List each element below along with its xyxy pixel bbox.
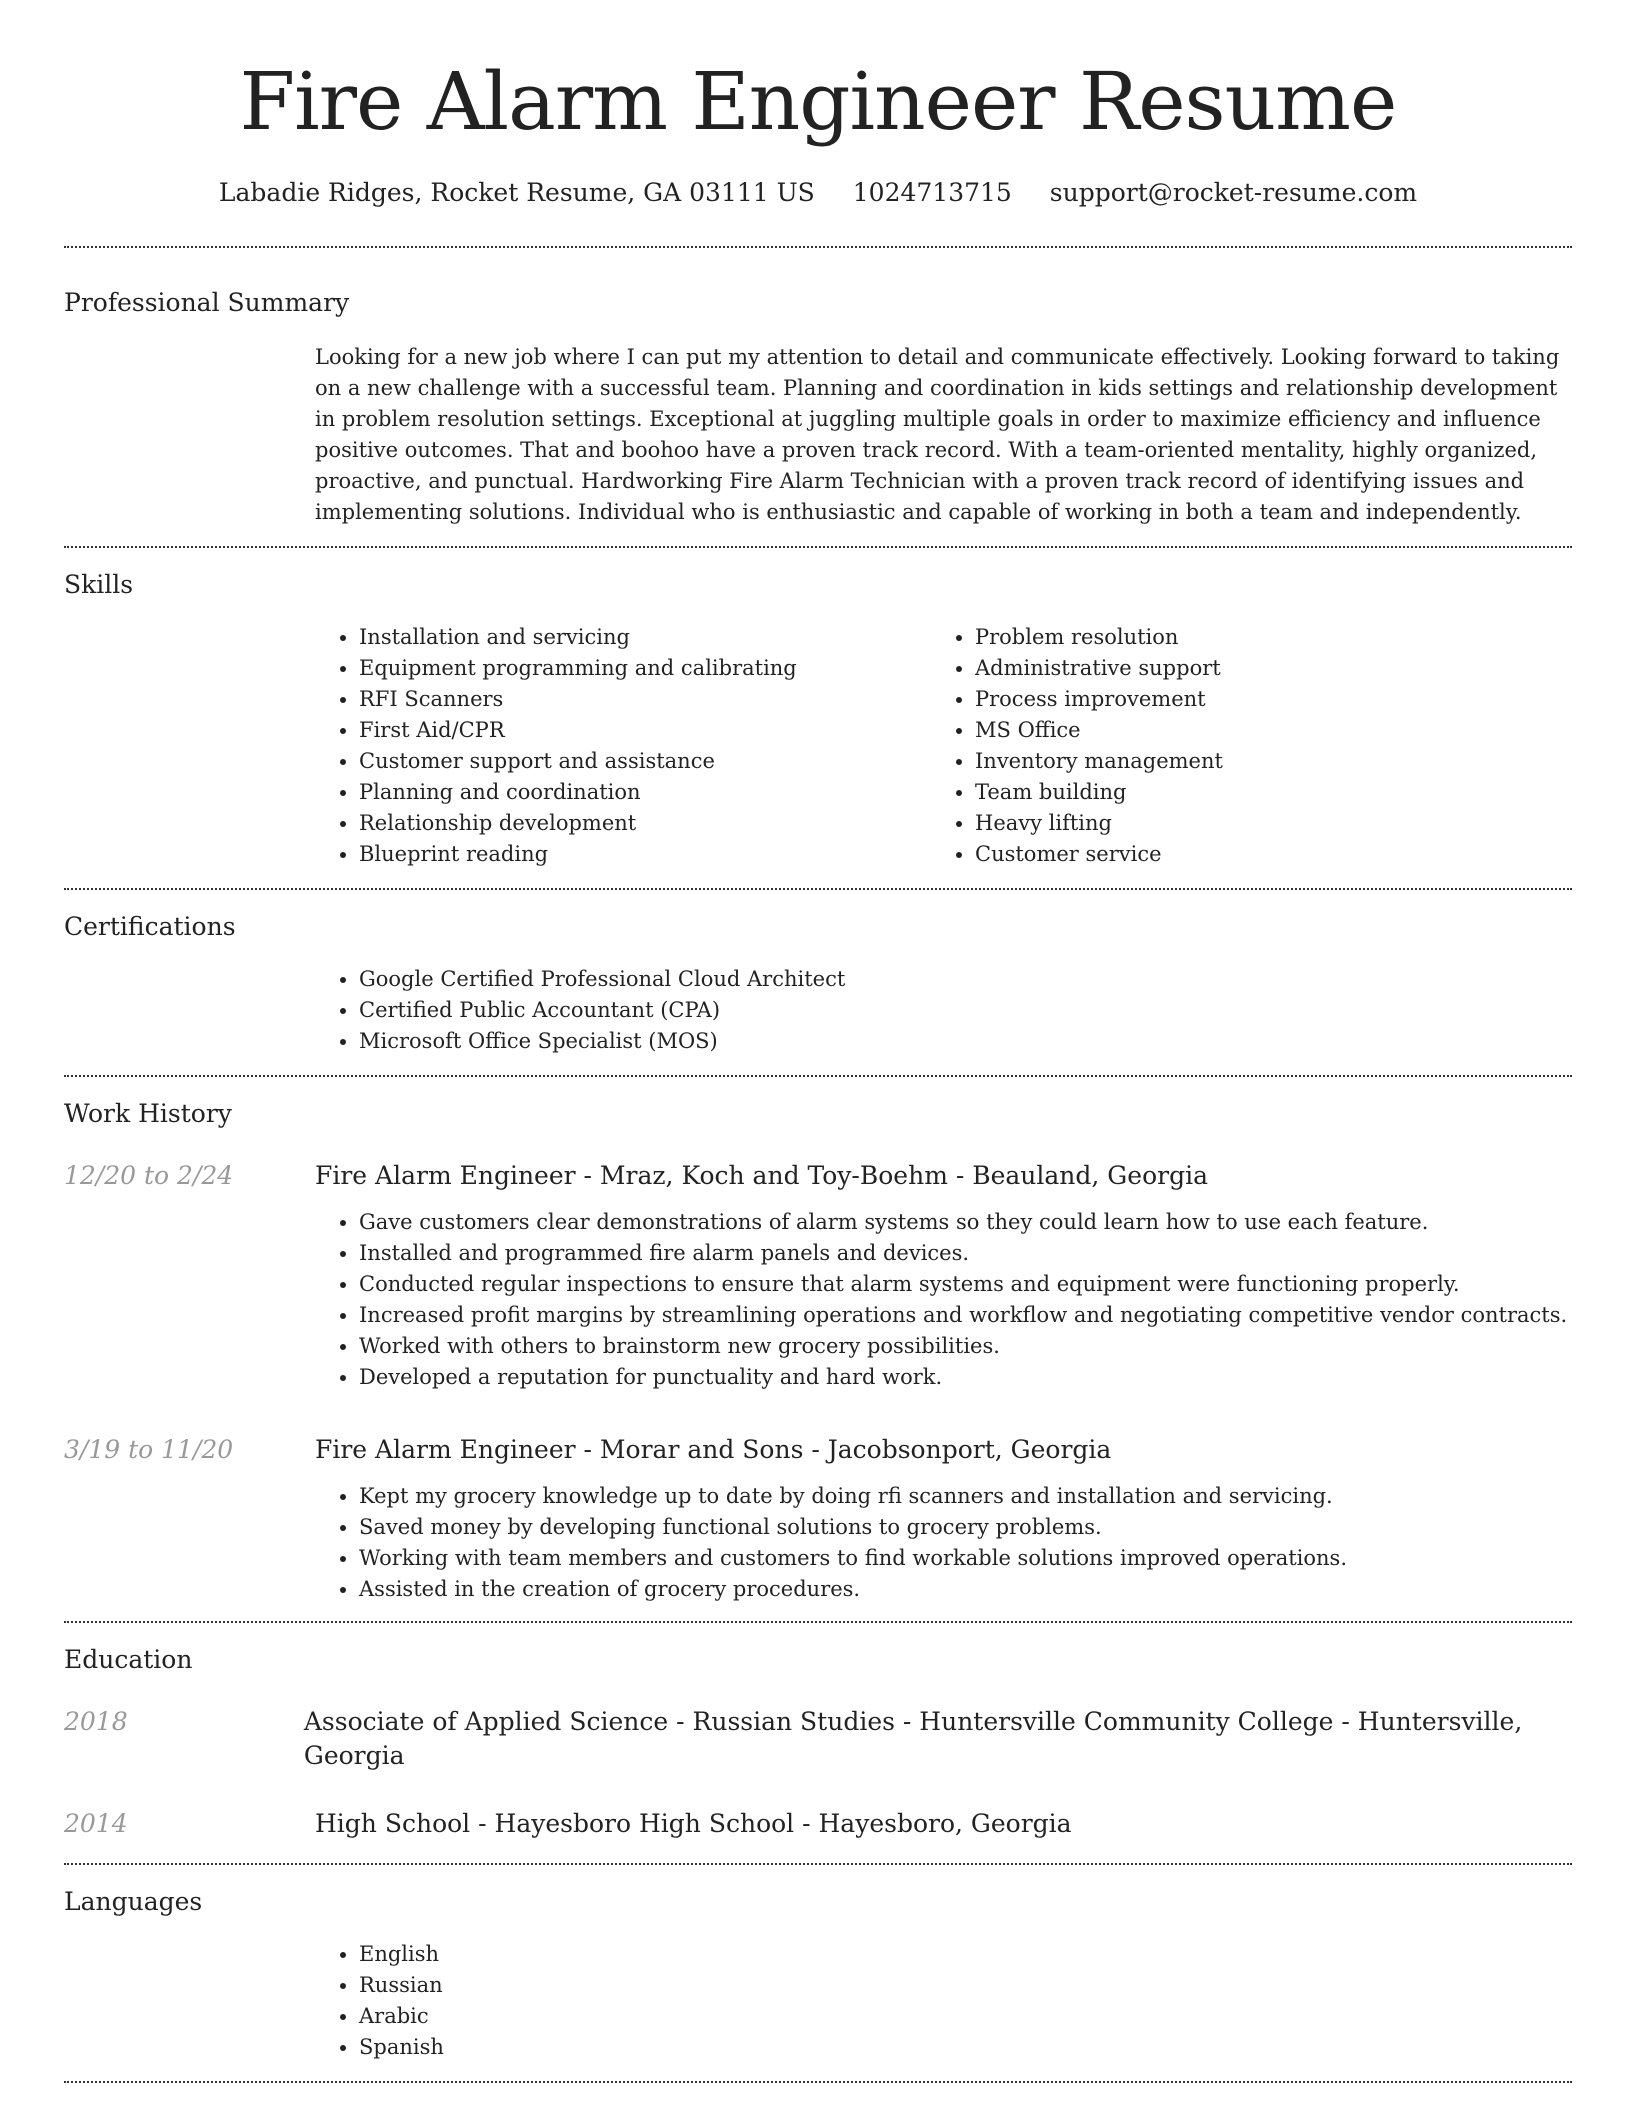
education-school: - Huntersville Community College - Huntersville, Georgia [303, 1707, 1523, 1770]
languages-content [315, 1939, 1572, 2081]
contact-address: Labadie Ridges, Rocket Resume, GA 03111 US [218, 178, 815, 207]
job-employer: - Mraz, Koch and Toy-Boehm - Beauland, Georgia [575, 1161, 1208, 1190]
skill-item: • Problem resolution [975, 622, 1547, 653]
job-bullets [315, 1481, 1572, 1605]
job-bullet: • Worked with others to brainstorm new grocery possibilities. [359, 1331, 1572, 1362]
job-title [315, 1159, 1208, 1193]
education-year: 2014 [64, 1809, 128, 1838]
job-employer: - Morar and Sons - Jacobsonport, Georgia [575, 1435, 1112, 1464]
skill-item: • MS Office [975, 715, 1547, 746]
skill-item: • First Aid/CPR [359, 715, 931, 746]
job-entry [64, 1159, 1572, 1193]
skill-item: • Customer service [975, 839, 1547, 870]
summary-heading: Professional Summary [64, 288, 350, 317]
skills-list-right [931, 622, 1547, 870]
skill-item: • Team building [975, 777, 1547, 808]
job-bullet: • Installed and programmed fire alarm panels and devices. [359, 1238, 1572, 1269]
skills-column-left [315, 622, 931, 870]
language-item: • Russian [359, 1970, 1572, 2001]
job-dates: 12/20 to 2/24 [64, 1161, 234, 1190]
education-title [304, 1705, 1572, 1773]
skill-item: • Equipment programming and calibrating [359, 653, 931, 684]
skills-section [64, 548, 1572, 888]
summary-section [64, 286, 1572, 546]
skill-item: • Installation and servicing [359, 622, 931, 653]
job-bullet: • Assisted in the creation of grocery procedures. [359, 1574, 1572, 1605]
skill-item: • Heavy lifting [975, 808, 1547, 839]
job-bullet: • Developed a reputation for punctuality and hard work. [359, 1362, 1572, 1393]
skill-item: • RFI Scanners [359, 684, 931, 715]
contact-phone: 1024713715 [852, 178, 1012, 207]
languages-list [315, 1939, 1572, 2063]
skill-item: • Relationship development [359, 808, 931, 839]
job-bullet-list [315, 1207, 1572, 1393]
languages-heading: Languages [64, 1887, 203, 1916]
education-entry [64, 1807, 1572, 1863]
language-item: • English [359, 1939, 1572, 1970]
job-bullet: • Kept my grocery knowledge up to date by doing rfi scanners and installation and servicing. [359, 1481, 1572, 1512]
resume-title: Fire Alarm Engineer Resume [239, 55, 1397, 148]
certification-item: • Google Certified Professional Cloud Architect [359, 964, 1572, 995]
certifications-content [315, 964, 1572, 1075]
job-bullets [315, 1207, 1572, 1393]
summary-text: Looking for a new job where I can put my attention to detail and communicate effectively. Looking forward to taking on a new challenge with a successful team. Planning and coordination in kids settings and relationship development in problem resolution settings. Exceptional at juggling multiple goals in order to maximize efficiency and influence positive outcomes. That and boohoo have a proven track record. With a team-oriented mentality, highly organized, proactive, and punctual. Hardworking Fire Alarm Technician with a proven track record of identifying issues and implementing solutions. Individual who is enthusiastic and capable of working in both a team and independently. [315, 345, 1560, 524]
education-degree: Associate of Applied Science - Russian Studies [303, 1707, 895, 1736]
job-bullet: • Increased profit margins by streamlining operations and workflow and negotiating competitive vendor contracts. [359, 1300, 1572, 1331]
contact-line [64, 176, 1572, 210]
job-dates: 3/19 to 11/20 [64, 1435, 234, 1464]
contact-email: support@rocket-resume.com [1049, 178, 1418, 207]
certification-item: • Microsoft Office Specialist (MOS) [359, 1026, 1572, 1057]
job-bullet: • Saved money by developing functional solutions to grocery problems. [359, 1512, 1572, 1543]
work-history-section [64, 1077, 1572, 1621]
skill-item: • Planning and coordination [359, 777, 931, 808]
education-year: 2018 [64, 1707, 128, 1736]
education-degree: High School [315, 1809, 471, 1838]
education-entry [64, 1705, 1572, 1773]
certifications-list [315, 964, 1572, 1057]
skill-item: • Customer support and assistance [359, 746, 931, 777]
job-title [315, 1433, 1111, 1467]
languages-section [64, 1865, 1572, 2081]
skills-heading: Skills [64, 570, 134, 599]
divider [64, 246, 1572, 248]
job-role: Fire Alarm Engineer [315, 1161, 576, 1190]
education-heading: Education [64, 1645, 193, 1674]
divider [64, 2081, 1572, 2083]
certification-item: • Certified Public Accountant (CPA) [359, 995, 1572, 1026]
certifications-section [64, 890, 1572, 1075]
job-bullet-list [315, 1481, 1572, 1605]
skills-columns [315, 622, 1572, 888]
skill-item: • Inventory management [975, 746, 1547, 777]
job-bullet: • Working with team members and customers to find workable solutions improved operations. [359, 1543, 1572, 1574]
skills-column-right [931, 622, 1547, 870]
job-role: Fire Alarm Engineer [315, 1435, 576, 1464]
job-bullet: • Gave customers clear demonstrations of alarm systems so they could learn how to use each feature. [359, 1207, 1572, 1238]
skill-item: • Process improvement [975, 684, 1547, 715]
certifications-heading: Certifications [64, 912, 236, 941]
skill-item: • Administrative support [975, 653, 1547, 684]
education-school: - Hayesboro High School - Hayesboro, Georgia [470, 1809, 1072, 1838]
skills-list-left [315, 622, 931, 870]
resume-page [64, 0, 1572, 2083]
work-history-heading: Work History [64, 1099, 232, 1128]
education-title [315, 1807, 1072, 1841]
language-item: • Arabic [359, 2001, 1572, 2032]
language-item: • Spanish [359, 2032, 1572, 2063]
job-bullet: • Conducted regular inspections to ensure that alarm systems and equipment were functioning properly. [359, 1269, 1572, 1300]
education-section [64, 1623, 1572, 1863]
job-entry [64, 1433, 1572, 1467]
skill-item: • Blueprint reading [359, 839, 931, 870]
